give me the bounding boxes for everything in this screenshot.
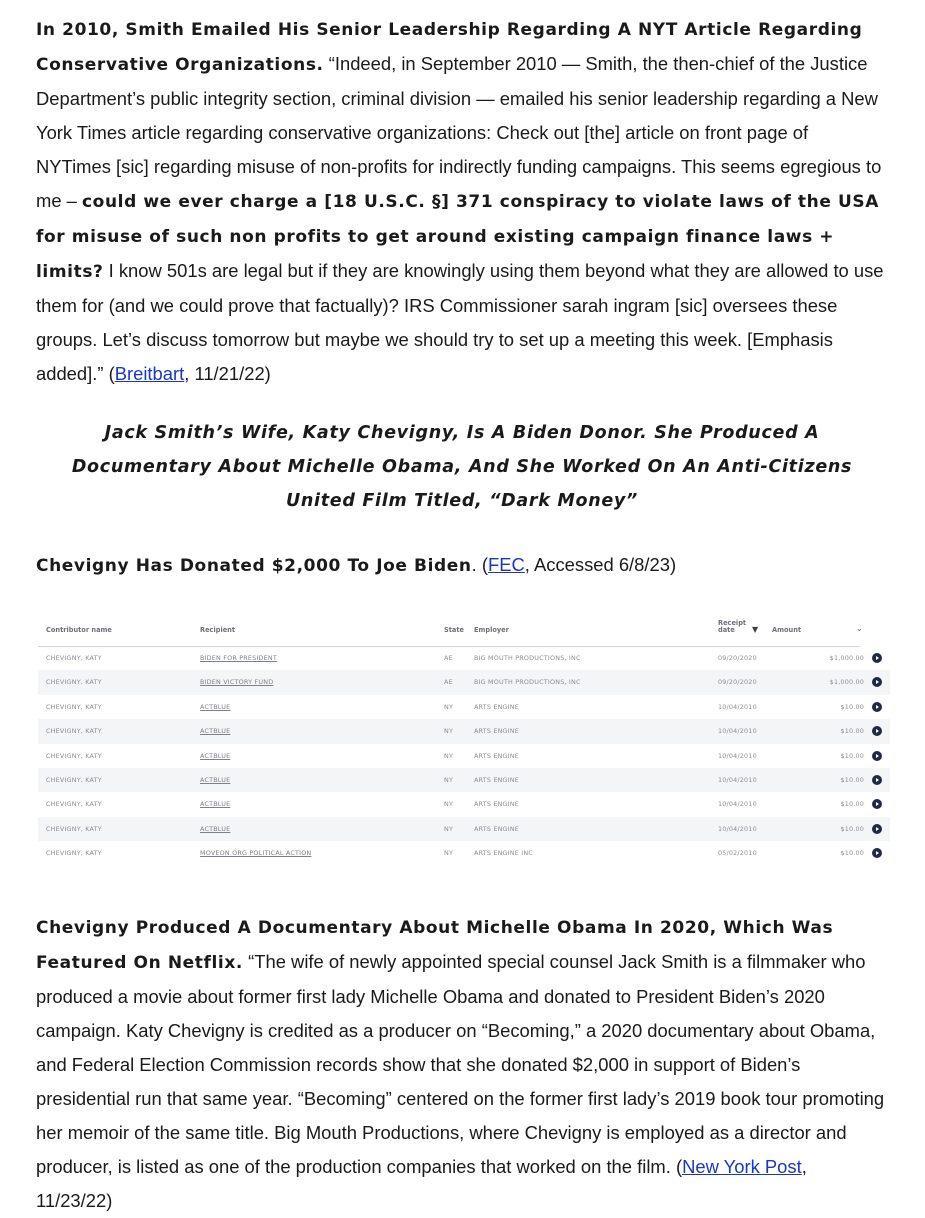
cell-employer: ARTS ENGINE [474,702,520,711]
cell-recipient[interactable]: ACTBLUE [200,751,231,760]
paragraph-text: “Indeed, in September 2010 — Smith, the then-chief of the Justice Department’s public integrity section, criminal division — emailed his senior leadership regarding a New York Times article regarding conservative organizations: Check out [the] article on front page of NYTimes [sic] regarding misuse of non-profits for indirectly funding campaigns. This seems egregious to me – [36,53,882,211]
table-row[interactable] [38,768,890,792]
cell-state: NY [444,849,454,858]
cell-employer: ARTS ENGINE INC [474,849,533,858]
cell-state: AE [444,678,453,687]
cell-amount: $10.00 [840,727,864,736]
section-heading: Jack Smith’s Wife, Katy Chevigny, Is A Biden Donor. She Produced A Documentary About Michelle Obama, And She Worked On An Anti-Citizens United Film Titled, “Dark Money” [71,423,853,511]
paragraph-text: . ( [471,554,488,575]
cell-recipient[interactable]: ACTBLUE [200,727,231,736]
cell-state: NY [444,727,454,736]
cell-state: NY [444,776,454,784]
cell-contributor: CHEVIGNY, KATY [46,824,102,833]
cell-receipt-date: 05/02/2010 [718,849,757,858]
cell-receipt-date: 10/04/2010 [718,776,757,784]
table-header [38,612,863,647]
cell-contributor: CHEVIGNY, KATY [46,654,102,662]
cell-recipient[interactable]: ACTBLUE [200,776,231,784]
expand-arrow-icon[interactable] [872,799,882,809]
cell-contributor: CHEVIGNY, KATY [46,678,102,687]
expand-arrow-icon[interactable] [872,726,882,736]
cell-contributor: CHEVIGNY, KATY [46,776,102,784]
cell-recipient[interactable]: BIDEN VICTORY FUND [200,678,274,687]
cell-recipient[interactable]: ACTBLUE [200,702,231,711]
cell-amount: $10.00 [840,849,864,858]
cell-state: AE [444,654,453,662]
citation-date: , Accessed 6/8/23) [524,554,677,575]
cell-employer: ARTS ENGINE [474,776,520,784]
cell-contributor: CHEVIGNY, KATY [46,727,102,736]
chevron-down-icon[interactable]: ⌄ [856,624,863,633]
paragraph-heading: Chevigny Has Donated $2,000 To Joe Biden [36,556,472,576]
source-link-new-york-post[interactable]: New York Post [682,1156,802,1177]
table-row[interactable] [38,719,890,743]
cell-receipt-date: 10/04/2010 [718,824,757,833]
cell-amount: $1,000.00 [829,678,864,687]
cell-amount: $1,000.00 [829,654,864,662]
table-row[interactable] [38,817,890,841]
table-row[interactable] [38,695,890,719]
paragraph-heading: In 2010, Smith Emailed His Senior Leadership Regarding A NYT Article Regarding Conservative Organizations. [36,20,863,75]
table-row[interactable] [38,744,890,768]
cell-employer: ARTS ENGINE [474,727,520,736]
table-row[interactable] [38,646,890,670]
column-header-receipt-date[interactable]: Receipt date [718,619,747,634]
expand-arrow-icon[interactable] [872,775,882,785]
paragraph-smith-email [36,12,888,391]
citation-date: , 11/23/22) [36,1156,807,1211]
cell-recipient[interactable]: MOVEON.ORG POLITICAL ACTION [200,849,312,858]
cell-employer: ARTS ENGINE [474,751,520,760]
column-header-amount[interactable]: Amount [772,626,802,634]
cell-receipt-date: 10/04/2010 [718,702,757,711]
cell-contributor: CHEVIGNY, KATY [46,702,102,711]
emphasized-quote: could we ever charge a [18 U.S.C. §] 371 conspiracy to violate laws of the USA for misuse of such non profits to get around existing campaign finance laws + limits? [36,192,879,282]
source-link-fec[interactable]: FEC [487,554,525,575]
cell-amount: $10.00 [840,800,864,809]
column-header-employer[interactable]: Employer [474,626,509,634]
table-row[interactable] [38,670,890,694]
paragraph-documentary [36,910,888,1218]
cell-amount: $10.00 [840,824,864,833]
cell-amount: $10.00 [840,702,864,711]
cell-recipient[interactable]: BIDEN FOR PRESIDENT [200,654,277,662]
cell-employer: ARTS ENGINE [474,824,520,833]
cell-receipt-date: 09/20/2020 [718,654,757,662]
cell-receipt-date: 10/04/2010 [718,800,757,809]
expand-arrow-icon[interactable] [872,824,882,834]
cell-amount: $10.00 [840,776,864,784]
cell-contributor: CHEVIGNY, KATY [46,751,102,760]
cell-contributor: CHEVIGNY, KATY [46,849,102,858]
cell-amount: $10.00 [840,751,864,760]
column-header-state[interactable]: State [444,626,464,634]
expand-arrow-icon[interactable] [872,653,882,663]
cell-state: NY [444,751,454,760]
sort-down-icon[interactable]: ▼ [752,625,759,634]
expand-arrow-icon[interactable] [872,677,882,687]
cell-employer: BIG MOUTH PRODUCTIONS, INC [474,654,581,662]
cell-receipt-date: 10/04/2010 [718,727,757,736]
cell-contributor: CHEVIGNY, KATY [46,800,102,809]
cell-state: NY [444,800,454,809]
cell-recipient[interactable]: ACTBLUE [200,824,231,833]
column-header-contributor[interactable]: Contributor name [46,626,112,634]
expand-arrow-icon[interactable] [872,751,882,761]
table-row[interactable] [38,792,890,816]
paragraph-text: I know 501s are legal but if they are knowingly using them beyond what they are allowed to use them for (and we could prove that factually)? IRS Commissioner sarah ingram [sic] oversees these groups. Let’s discuss tomorrow but maybe we should try to set up a meeting this week. [Emphasis added].” ( [36,260,884,384]
cell-recipient[interactable]: ACTBLUE [200,800,231,809]
expand-arrow-icon[interactable] [872,702,882,712]
expand-arrow-icon[interactable] [872,848,882,858]
cell-employer: ARTS ENGINE [474,800,520,809]
source-link-breitbart[interactable]: Breitbart [114,363,185,384]
cell-receipt-date: 10/04/2010 [718,751,757,760]
cell-state: NY [444,702,454,711]
cell-receipt-date: 09/20/2020 [718,678,757,687]
citation-date: , 11/21/22) [184,363,271,384]
cell-state: NY [444,824,454,833]
paragraph-heading: Chevigny Produced A Documentary About Michelle Obama In 2020, Which Was Featured On Netflix. [36,918,834,973]
fec-contributions-table [38,612,890,868]
table-row[interactable] [38,841,890,865]
paragraph-donation [36,548,888,583]
paragraph-text: “The wife of newly appointed special counsel Jack Smith is a filmmaker who produced a movie about former first lady Michelle Obama and donated to President Biden’s 2020 campaign. Katy Chevigny is credited as a producer on “Becoming,” a 2020 documentary about Obama, and Federal Election Commission records show that she donated $2,000 in support of Biden’s presidential run that same year. “Becoming” centered on the former first lady’s 2019 book tour promoting her memoir of the same title. Big Mouth Productions, where Chevigny is employed as a director and producer, is listed as one of the production companies that worked on the film. ( [36,951,885,1177]
column-header-recipient[interactable]: Recipient [200,626,236,634]
cell-employer: BIG MOUTH PRODUCTIONS, INC [474,678,581,687]
